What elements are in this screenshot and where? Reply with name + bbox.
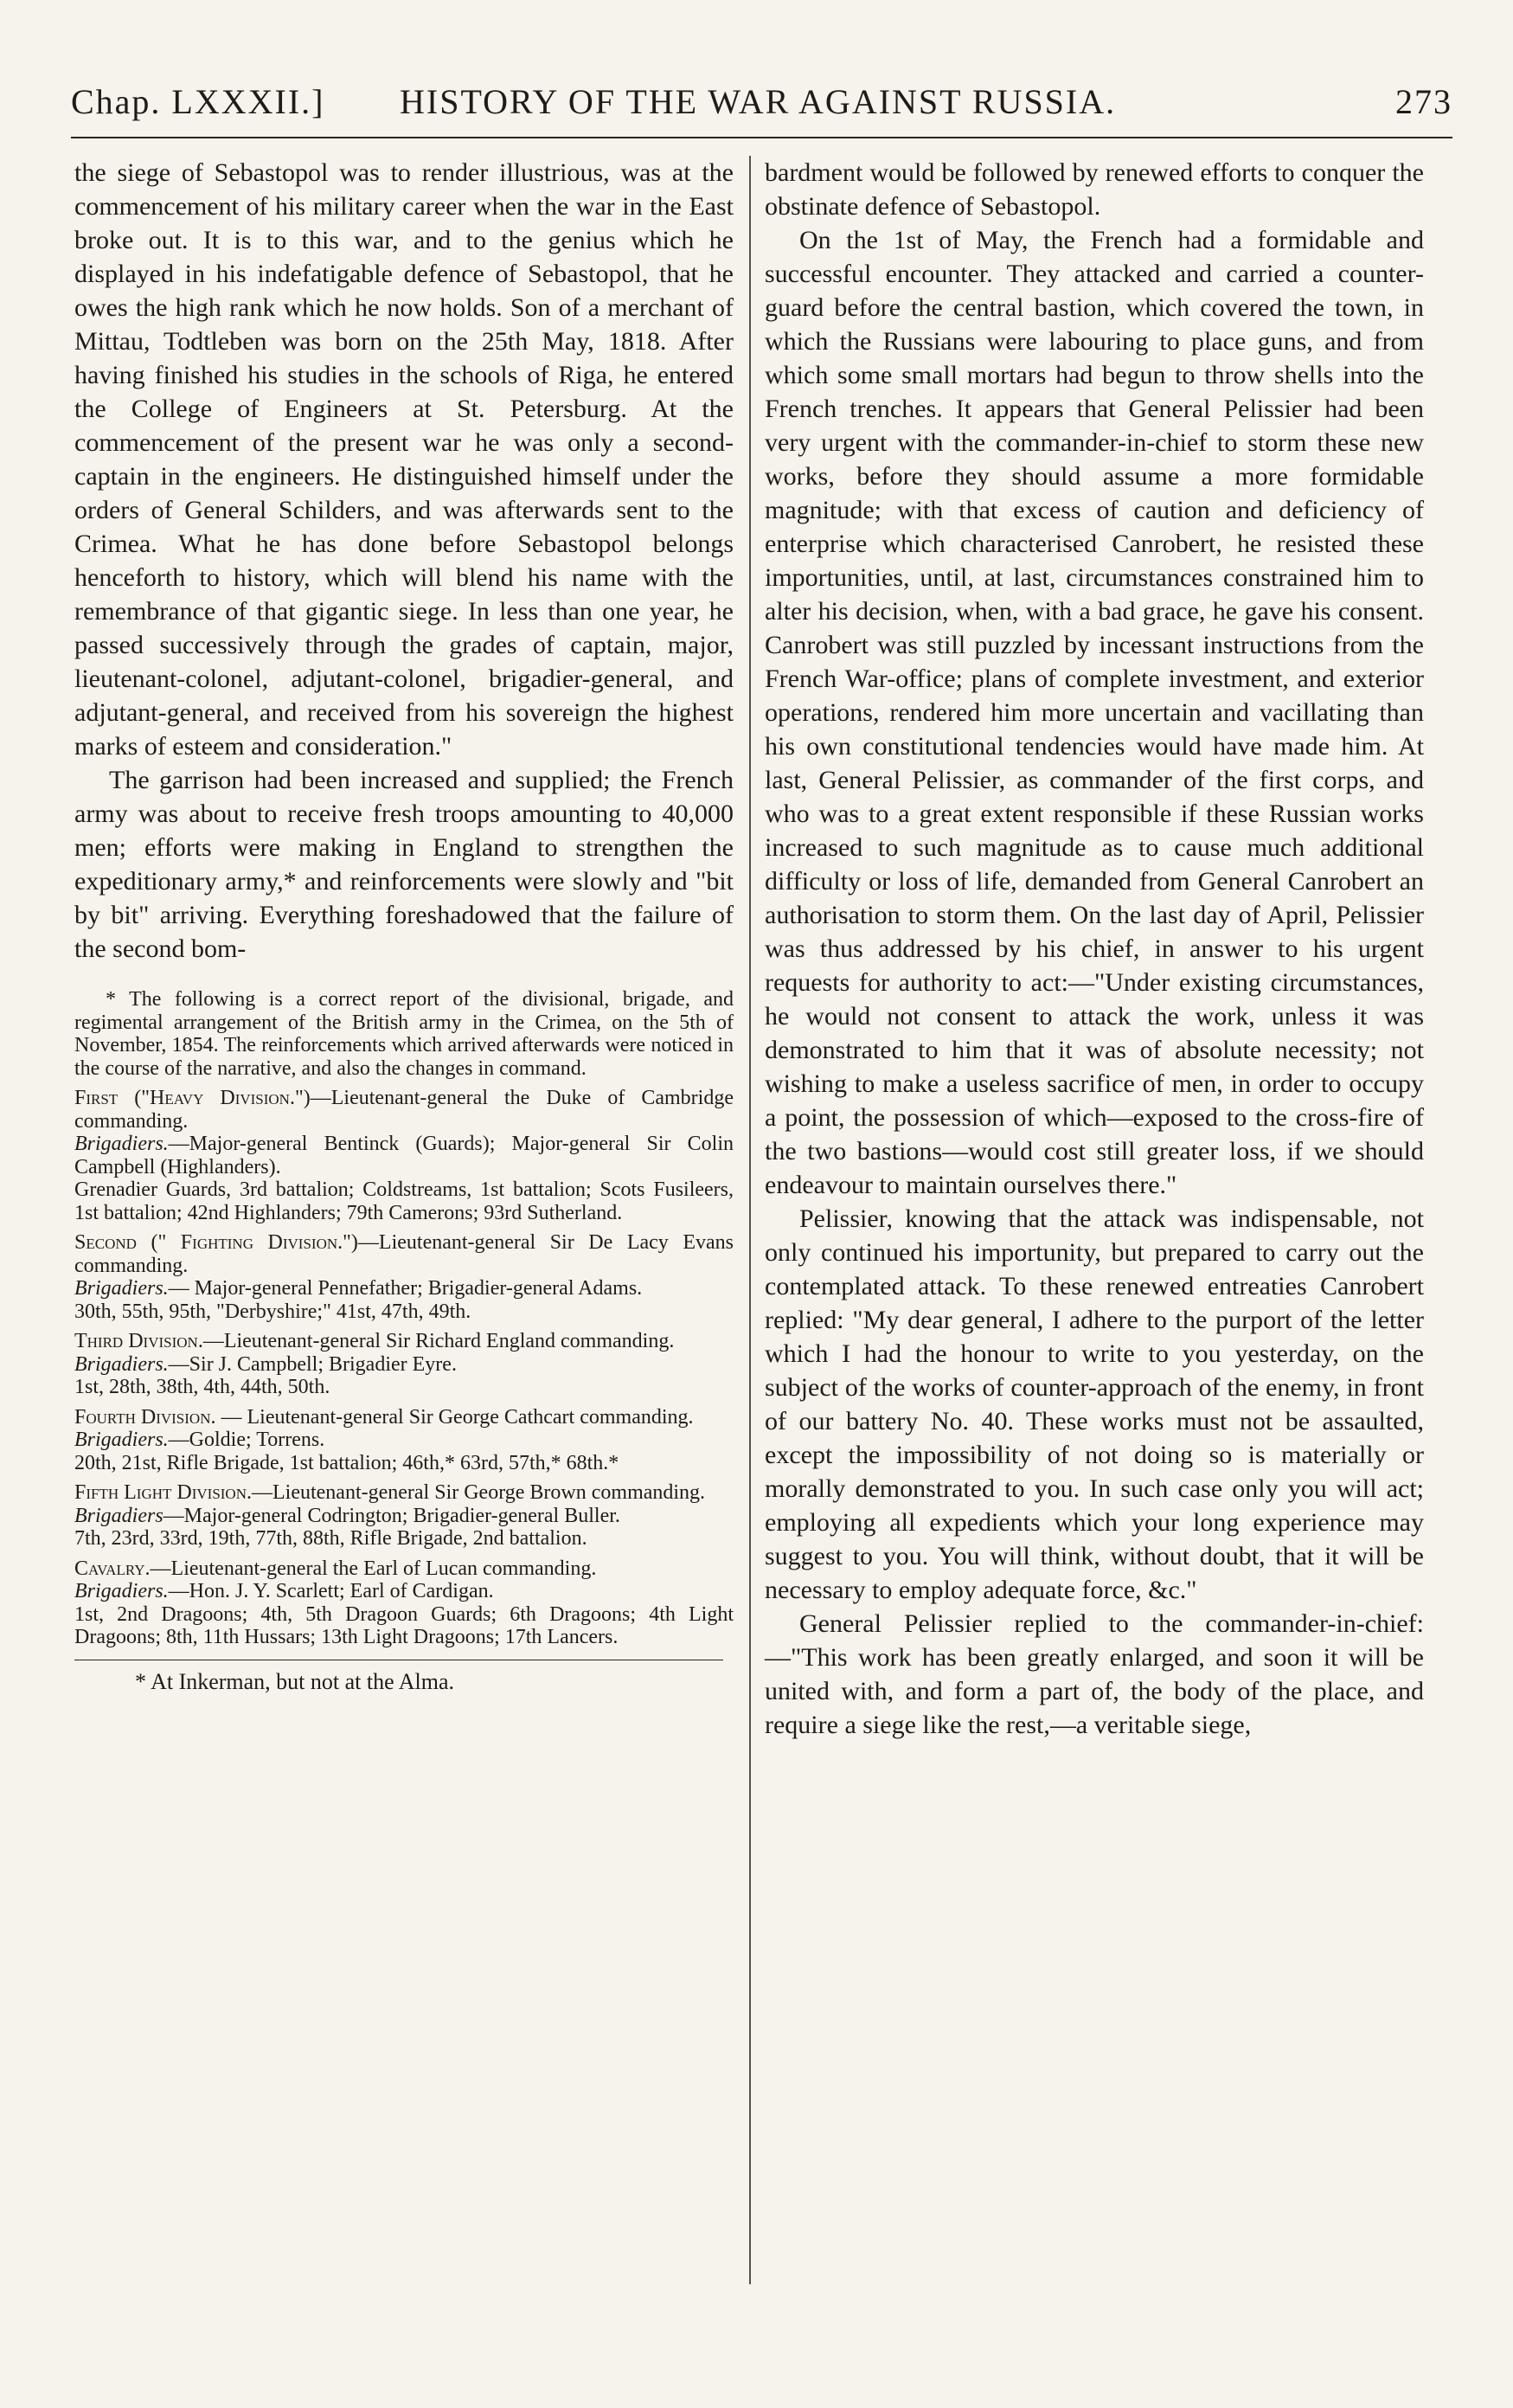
brigadiers-names: — Major-general Pennefather; Brigadier-general Adams.: [168, 1277, 643, 1300]
paragraph: the siege of Sebastopol was to render illustrious, was at the commencement of his military career when the war in the East broke out. It is to this war, and to the genius which he displayed in his indefatigable defence of Sebastopol, that he owes the high rank which he now holds. Son of a merchant of Mittau, Todtleben was born on the 25th May, 1818. After having finished his studies in the schools of Riga, he entered the College of Engineers at St. Petersburg. At the commencement of the present war he was only a second-captain in the engineers. He distinguished himself under the orders of General Schilders, and was afterwards sent to the Crimea. What he has done before Sebastopol belongs henceforth to history, which will blend his name with the remembrance of that gigantic siege. In less than one year, he passed successively through the grades of captain, major, lieutenant-colonel, adjutant-colonel, brigadier-general, and adjutant-general, and received from his sovereign the highest marks of esteem and consideration.": [74, 158, 734, 761]
secondary-footnote: * At Inkerman, but not at the Alma.: [135, 1668, 454, 1694]
running-title: HISTORY OF THE WAR AGAINST RUSSIA.: [400, 82, 1117, 121]
division-heading: [74, 1481, 734, 1505]
division-regiments: 20th, 21st, Rifle Brigade, 1st battalion; 46th,* 63rd, 57th,* 68th.*: [74, 1451, 619, 1474]
footnote-division: [74, 1406, 734, 1475]
division-brigadiers: [74, 1429, 734, 1452]
division-heading: [74, 1557, 734, 1581]
paragraph: General Pelissier replied to the commander-in-chief:—"This work has been greatly enlarged, and soon it will be united with, and form a part of, the body of the place, and require a siege like the rest,—a veritable siege,: [765, 1609, 1424, 1739]
division-heading: [74, 1087, 734, 1133]
paragraph: On the 1st of May, the French had a formidable and successful encounter. They attacked and carried a counter-guard before the central bastion, which covered the town, in which the Russians were labouring to place guns, and from which some small mortars had begun to throw shells into the French trenches. It appears that General Pelissier had been very urgent with the commander-in-chief to storm these new works, before they should assume a more formidable magnitude; with that excess of caution and deficiency of enterprise which characterised Canrobert, he resisted these importunities, until, at last, circumstances constrained him to alter his decision, when, with a bad grace, he gave his consent. Canrobert was still puzzled by incessant instructions from the French War-office; plans of complete investment, and exterior operations, rendered him more uncertain and vacillating than his own constitutional tendencies would have made him. At last, General Pelissier, as commander of the first corps, and who was to a great extent responsible if these Russian works increased to such magnitude as to cause much additional difficulty or loss of life, demanded from General Canrobert an authorisation to storm them. On the last day of April, Pelissier was thus addressed by his chief, in answer to his urgent requests for authority to act:—"Under existing circumstances, he would not consent to attack the work, unless it was demonstrated to him that it was of absolute necessity; not wishing to make a useless sacrifice of men, in order to occupy a point, the possession of which—exposed to the cross-fire of the two bastions—would cost still greater loss, if we should endeavour to maintain ourselves there.": [765, 226, 1424, 1199]
brigadiers-names: —Hon. J. Y. Scarlett; Earl of Cardigan.: [168, 1580, 494, 1602]
division-commander: —Lieutenant-general the Duke of Cambridge commanding.: [74, 1087, 734, 1133]
division-commander: — Lieutenant-general Sir George Cathcart commanding.: [215, 1405, 694, 1429]
brigadiers-label: Brigadiers.: [74, 1133, 169, 1155]
division-brigadiers: [74, 1353, 734, 1377]
division-regiments: 1st, 28th, 38th, 4th, 44th, 50th.: [74, 1376, 330, 1398]
brigadiers-names: —Major-general Bentinck (Guards); Major-general Sir Colin Campbell (Highlanders).: [74, 1133, 734, 1178]
division-regiments: Grenadier Guards, 3rd battalion; Coldstreams, 1st battalion; Scots Fusileers, 1st battalion; 42nd Highlanders; 79th Camerons; 93rd Sutherland.: [74, 1178, 734, 1224]
running-header: [71, 81, 1452, 133]
division-heading: [74, 1330, 734, 1353]
brigadiers-label: Brigadiers: [74, 1504, 163, 1527]
division-regiments: 1st, 2nd Dragoons; 4th, 5th Dragoon Guards; 6th Dragoons; 4th Light Dragoons; 8th, 11th Hussars; 13th Light Dragoons; 17th Lancers.: [74, 1602, 734, 1648]
paragraph: bardment would be followed by renewed efforts to conquer the obstinate defence of Sebastopol.: [765, 158, 1424, 221]
column-divider: [749, 156, 751, 2284]
division-heading: [74, 1231, 734, 1277]
footnote-division: [74, 1481, 734, 1551]
footnote-division: [74, 1231, 734, 1323]
brigadiers-names: —Major-general Codrington; Brigadier-general Buller.: [163, 1504, 620, 1527]
paragraph: Pelissier, knowing that the attack was indispensable, not only continued his importunity, but prepared to carry out the contemplated attack. To these renewed entreaties Canrobert replied: "My dear general, I adhere to the purport of the letter which I had the honour to write to you yesterday, on the subject of the works of counter-approach of the enemy, in front of our battery No. 40. These works must not be assaulted, except the impossibility of not doing so is materially or morally demonstrated to you. In such case only you will act; employing all expedients which your long experience may suggest to you. You will think, without doubt, that it will be necessary to employ adequate force, &c.": [765, 1204, 1424, 1604]
right-column: [765, 156, 1424, 1742]
paragraph: The garrison had been increased and supplied; the French army was about to receive fresh troops amounting to 40,000 men; efforts were making in England to strengthen the expeditionary army,* and reinforcements were slowly and "bit by bit" arriving. Everything foreshadowed that the failure of the second bom-: [74, 766, 734, 963]
division-brigadiers: [74, 1133, 734, 1178]
footnote-division: [74, 1087, 734, 1224]
footnote-intro: * The following is a correct report of the divisional, brigade, and regimental arrangement of the British army in the Crimea, on the 5th of November, 1854. The reinforcements which arrived afterwards were noticed in the course of the narrative, and also the changes in command.: [74, 988, 734, 1080]
division-commander: —Lieutenant-general Sir George Brown commanding.: [251, 1481, 706, 1504]
brigadiers-label: Brigadiers.: [74, 1277, 169, 1300]
division-heading: [74, 1406, 734, 1429]
division-commander: —Lieutenant-general the Earl of Lucan commanding.: [150, 1557, 597, 1580]
division-name: Cavalry.: [74, 1557, 151, 1580]
division-commander: —Lieutenant-general Sir Richard England commanding.: [202, 1330, 675, 1352]
chapter-label: Chap. LXXXII.]: [71, 82, 325, 121]
division-regiments: 30th, 55th, 95th, "Derbyshire;" 41st, 47th, 49th.: [74, 1300, 471, 1323]
brigadiers-names: —Sir J. Campbell; Brigadier Eyre.: [168, 1352, 457, 1376]
division-brigadiers: [74, 1580, 734, 1603]
left-column: [74, 156, 734, 1695]
division-name: First ("Heavy Division."): [74, 1087, 311, 1109]
division-name: Second (" Fighting Division."): [74, 1231, 358, 1254]
header-rule: [71, 137, 1452, 138]
brigadiers-names: —Goldie; Torrens.: [168, 1429, 325, 1451]
brigadiers-label: Brigadiers.: [74, 1580, 169, 1602]
page-number: 273: [1395, 82, 1452, 121]
brigadiers-label: Brigadiers.: [74, 1352, 169, 1376]
division-brigadiers: [74, 1505, 734, 1528]
division-name: Third Division.: [74, 1330, 203, 1352]
division-commander: —Lieutenant-general Sir De Lacy Evans commanding.: [74, 1231, 734, 1277]
brigadiers-label: Brigadiers.: [74, 1429, 169, 1451]
footnote-division: [74, 1557, 734, 1649]
division-name: Fourth Division.: [74, 1405, 216, 1429]
footnote: [74, 988, 734, 1695]
division-regiments: 7th, 23rd, 33rd, 19th, 77th, 88th, Rifle Brigade, 2nd battalion.: [74, 1527, 587, 1550]
footnote-division: [74, 1330, 734, 1399]
division-brigadiers: [74, 1277, 734, 1300]
division-name: Fifth Light Division.: [74, 1481, 252, 1504]
